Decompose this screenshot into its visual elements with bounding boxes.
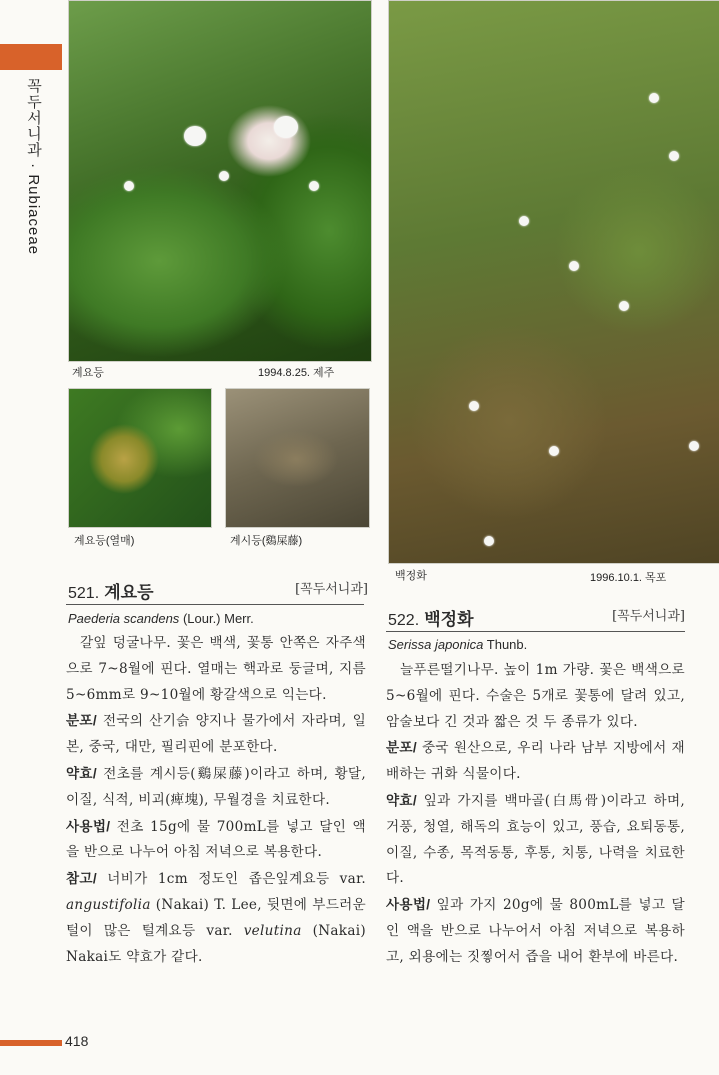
section-tab bbox=[0, 44, 62, 70]
description: 늘푸른떨기나무. 높이 1m 가량. 꽃은 백색으로 5~6월에 핀다. 수술은 5개로 꽃통에 달려 있고, 암술보다 긴 것과 짧은 것 두 종류가 있다. bbox=[386, 662, 685, 730]
entry-title: 백정화 bbox=[424, 610, 474, 629]
photo-caption: 계요등(열매) bbox=[74, 535, 135, 547]
photo-caption: 백정화 bbox=[395, 570, 427, 582]
photo-paederia-flowers bbox=[68, 0, 372, 362]
footer-accent-bar bbox=[0, 1040, 62, 1046]
chapter-side-label: 꼭두서니과 · Rubiaceae bbox=[25, 78, 42, 256]
entry-522-body bbox=[386, 658, 685, 971]
photo-paederia-fruit bbox=[68, 388, 212, 528]
distribution: 분포/ 전국의 산기슭 양지나 물가에서 자라며, 일본, 중국, 대만, 필리핀에 분포한다. bbox=[66, 713, 366, 756]
entry-number: 522. bbox=[388, 612, 420, 629]
scientific-name: Serissa japonica Thunb. bbox=[388, 637, 528, 652]
entry-522-heading bbox=[388, 605, 685, 630]
efficacy: 약효/ 잎과 가지를 백마골(白馬骨)이라고 하며, 거풍, 청열, 해독의 효능이 있고, 풍습, 요퇴동통, 이질, 수종, 목적동통, 후통, 치통, 나력을 치료한다. bbox=[386, 792, 685, 887]
scientific-name: Paederia scandens (Lour.) Merr. bbox=[68, 611, 254, 626]
entry-family: [꼭두서니과] bbox=[612, 609, 685, 624]
entry-521-heading bbox=[68, 578, 368, 603]
page-number: 418 bbox=[65, 1033, 89, 1049]
photo-serissa bbox=[388, 0, 719, 564]
entry-title: 계요등 bbox=[104, 583, 154, 602]
distribution: 분포/ 중국 원산으로, 우리 나라 남부 지방에서 재배하는 귀화 식물이다. bbox=[386, 740, 685, 783]
divider bbox=[386, 631, 685, 632]
description: 갈잎 덩굴나무. 꽃은 백색, 꽃통 안쪽은 자주색으로 7~8월에 핀다. 열매는 핵과로 둥글며, 지름 5~6mm로 9~10월에 황갈색으로 익는다. bbox=[66, 635, 366, 703]
photo-date: 1994.8.25. 제주 bbox=[258, 367, 335, 379]
photo-date: 1996.10.1. 목포 bbox=[590, 572, 667, 584]
entry-family: [꼭두서니과] bbox=[295, 582, 368, 597]
usage: 사용법/ 전초 15g에 물 700mL를 넣고 달인 액을 반으로 나누어 아침 저녁으로 복용한다. bbox=[66, 818, 366, 861]
usage: 사용법/ 잎과 가지 20g에 물 800mL를 넣고 달인 액을 반으로 나누어서 아침 저녁으로 복용하고, 외용에는 짓찧어서 즙을 내어 환부에 바른다. bbox=[386, 897, 685, 965]
entry-number: 521. bbox=[68, 585, 100, 602]
reference: 참고/ 너비가 1cm 정도인 좁은잎계요등 var. angustifolia (Nakai) T. Lee, 뒷면에 부드러운 털이 많은 털계요등 var. velutina (Nakai) Nakai도 약효가 같다. bbox=[66, 871, 366, 965]
photo-dried-herb bbox=[225, 388, 370, 528]
divider bbox=[66, 604, 364, 605]
entry-521-body bbox=[66, 631, 366, 970]
photo-caption: 계시등(鷄屎藤) bbox=[230, 535, 303, 547]
efficacy: 약효/ 전초를 계시등(鷄屎藤)이라고 하며, 황달, 이질, 식적, 비괴(痺塊), 무월경을 치료한다. bbox=[66, 765, 366, 808]
photo-caption: 계요등 bbox=[72, 367, 104, 379]
